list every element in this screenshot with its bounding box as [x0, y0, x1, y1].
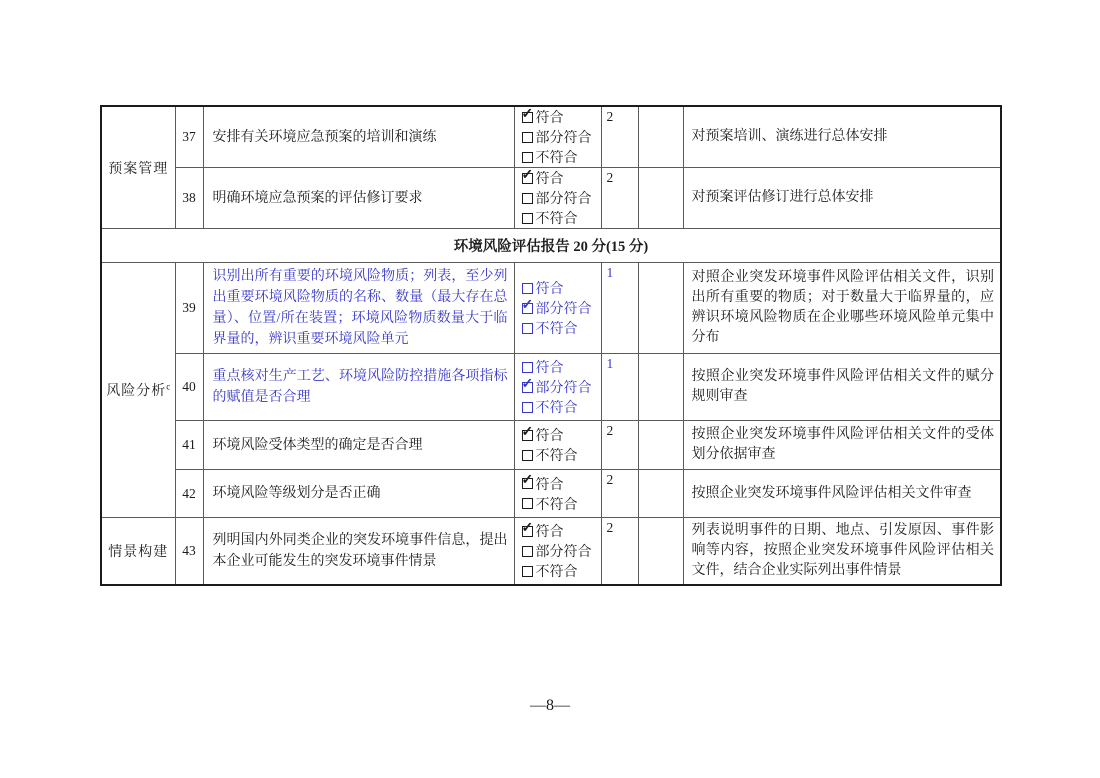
remark-cell: 列表说明事件的日期、地点、引发原因、事件影响等内容，按照企业突发环境事件风险评估相关文件，结合企业实际列出事件情景 [683, 518, 1001, 586]
section-header-cell: 环境风险评估报告 20 分(15 分) [101, 229, 1001, 263]
checkbox-option [522, 541, 601, 561]
table-row [101, 168, 1001, 229]
checkbox-icon [522, 498, 533, 509]
remark-cell: 按照企业突发环境事件风险评估相关文件的受体划分依据审查 [683, 421, 1001, 470]
checkbox-option [522, 107, 601, 127]
checkbox-label: 符合 [535, 361, 564, 376]
checkbox-icon [522, 132, 533, 143]
category-label: 情景构建 [108, 545, 169, 560]
checkbox-icon [522, 382, 533, 393]
score-cell: 1 [601, 263, 638, 354]
item-cell: 重点核对生产工艺、环境风险防控措施各项指标的赋值是否合理 [203, 354, 514, 421]
checkbox-option [522, 127, 601, 147]
item-cell: 明确环境应急预案的评估修订要求 [203, 168, 514, 229]
checkbox-label: 部分符合 [535, 131, 592, 146]
checkbox-option [522, 208, 601, 228]
checkbox-option [522, 278, 601, 298]
checkbox-option [522, 561, 601, 581]
conformity-options-cell [514, 518, 601, 586]
item-cell: 环境风险受体类型的确定是否合理 [203, 421, 514, 470]
conformity-options-cell [514, 470, 601, 518]
checkbox-label: 符合 [535, 525, 564, 540]
blank-cell [638, 263, 683, 354]
checkbox-icon [522, 478, 533, 489]
checkbox-option [522, 318, 601, 338]
category-cell [101, 263, 175, 518]
checkbox-label: 部分符合 [535, 545, 592, 560]
checkbox-icon [522, 173, 533, 184]
table-row [101, 470, 1001, 518]
remark-cell: 对预案评估修订进行总体安排 [683, 168, 1001, 229]
checkbox-icon [522, 526, 533, 537]
remark-cell: 对照企业突发环境事件风险评估相关文件，识别出所有重要的物质；对于数量大于临界量的，应辨识环境风险物质在企业哪些环境风险单元集中分布 [683, 263, 1001, 354]
row-number-cell: 39 [175, 263, 203, 354]
checkbox-icon [522, 450, 533, 461]
checkbox-label: 符合 [535, 477, 564, 493]
checkbox-option [522, 494, 601, 514]
checkbox-icon [522, 323, 533, 334]
checkbox-label: 不符合 [535, 322, 578, 337]
table-row [101, 263, 1001, 354]
checkbox-label: 部分符合 [535, 381, 592, 396]
item-cell: 安排有关环境应急预案的培训和演练 [203, 106, 514, 168]
checkbox-option [522, 168, 601, 188]
checkbox-option [522, 474, 601, 494]
blank-cell [638, 470, 683, 518]
checkbox-label: 符合 [535, 172, 564, 187]
checkbox-icon [522, 283, 533, 294]
score-cell: 2 [601, 470, 638, 518]
row-number-cell: 43 [175, 518, 203, 586]
page-number: —8— [530, 697, 570, 714]
blank-cell [638, 421, 683, 470]
category-cell [101, 106, 175, 229]
checkbox-icon [522, 362, 533, 373]
checkbox-option [522, 425, 601, 445]
conformity-options-cell [514, 421, 601, 470]
table-row [101, 106, 1001, 168]
checkbox-option [522, 298, 601, 318]
blank-cell [638, 518, 683, 586]
conformity-options-cell [514, 106, 601, 168]
blank-cell [638, 354, 683, 421]
conformity-options-cell [514, 354, 601, 421]
evaluation-table [100, 105, 1002, 586]
checkbox-icon [522, 213, 533, 224]
row-number-cell: 42 [175, 470, 203, 518]
checkbox-label: 符合 [535, 111, 564, 126]
checkbox-option [522, 521, 601, 541]
checkbox-icon [522, 430, 533, 441]
row-number-cell: 38 [175, 168, 203, 229]
row-number-cell: 37 [175, 106, 203, 168]
table-row [101, 518, 1001, 586]
section-header-row [101, 229, 1001, 263]
item-cell: 列明国内外同类企业的突发环境事件信息，提出本企业可能发生的突发环境事件情景 [203, 518, 514, 586]
checkbox-label: 符合 [535, 282, 564, 297]
score-cell: 2 [601, 168, 638, 229]
checkbox-icon [522, 566, 533, 577]
item-cell: 环境风险等级划分是否正确 [203, 470, 514, 518]
checkbox-label: 不符合 [535, 151, 578, 166]
conformity-options-cell [514, 263, 601, 354]
remark-cell: 对预案培训、演练进行总体安排 [683, 106, 1001, 168]
checkbox-option [522, 188, 601, 208]
checkbox-label: 不符合 [535, 565, 578, 580]
remark-cell: 按照企业突发环境事件风险评估相关文件的赋分规则审查 [683, 354, 1001, 421]
row-number-cell: 41 [175, 421, 203, 470]
checkbox-option [522, 147, 601, 167]
blank-cell [638, 168, 683, 229]
checkbox-icon [522, 303, 533, 314]
blank-cell [638, 106, 683, 168]
checkbox-label: 部分符合 [535, 192, 592, 207]
checkbox-icon [522, 112, 533, 123]
checkbox-label: 不符合 [535, 449, 578, 464]
checkbox-option [522, 357, 601, 377]
checkbox-icon [522, 402, 533, 413]
checkbox-option [522, 377, 601, 397]
category-label: 风险分析 [106, 384, 167, 399]
checkbox-option [522, 397, 601, 417]
item-cell: 识别出所有重要的环境风险物质；列表，至少列出重要环境风险物质的名称、数量（最大存在总量）、位置/所在装置；环境风险物质数量大于临界量的，辨识重要环境风险单元 [203, 263, 514, 354]
remark-cell: 按照企业突发环境事件风险评估相关文件审查 [683, 470, 1001, 518]
checkbox-option [522, 445, 601, 465]
table-row [101, 421, 1001, 470]
score-cell: 2 [601, 421, 638, 470]
row-number-cell: 40 [175, 354, 203, 421]
checkbox-label: 符合 [535, 429, 564, 444]
category-label: 预案管理 [108, 161, 169, 177]
checkbox-icon [522, 546, 533, 557]
checkbox-label: 不符合 [535, 401, 578, 416]
checkbox-icon [522, 152, 533, 163]
checkbox-label: 不符合 [535, 497, 578, 513]
checkbox-icon [522, 193, 533, 204]
category-footnote: c [166, 381, 171, 392]
table-row [101, 354, 1001, 421]
score-cell: 1 [601, 354, 638, 421]
checkbox-label: 部分符合 [535, 302, 592, 317]
score-cell: 2 [601, 518, 638, 586]
category-cell [101, 518, 175, 586]
conformity-options-cell [514, 168, 601, 229]
score-cell: 2 [601, 106, 638, 168]
checkbox-label: 不符合 [535, 212, 578, 227]
